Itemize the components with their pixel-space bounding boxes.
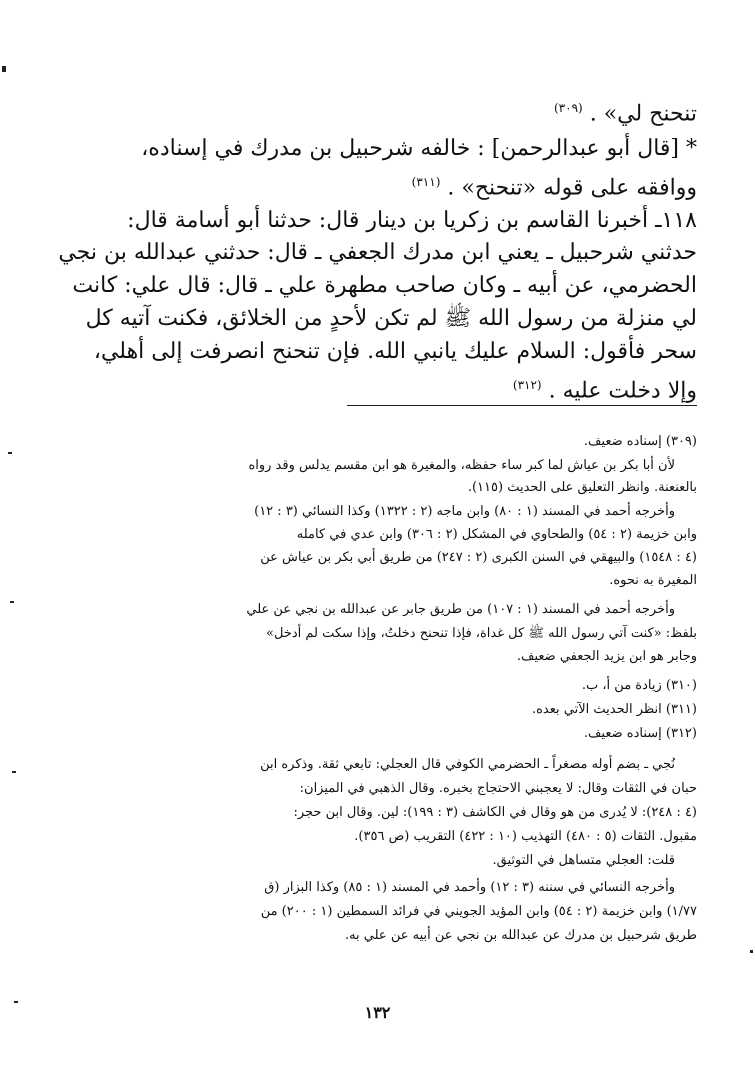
footnote-line: (٤ : ١٥٤٨) والبيهقي في السنن الكبرى (٢ : ٢٤٧) من طريق أبي بكر بن عياش عن — [260, 550, 697, 565]
footnote-line: وأخرجه النسائي في سننه (٣ : ١٢) وأحمد في المسند (١ : ٨٥) وكذا البزار (ق — [264, 880, 675, 895]
main-line-1 — [57, 92, 697, 130]
footnote-line: (٣١٠) زيادة من أ، ب. — [581, 678, 697, 693]
footnote-line: (٤ : ٢٤٨): لا يُدرى من هو وقال في الكاشف (٣ : ١٩٩): لين. وقال ابن حجر: — [293, 805, 697, 820]
main-text: حدثني شرحبيل ـ يعني ابن مدرك الجعفي ـ قال: حدثني عبدالله بن نجي — [58, 240, 697, 265]
footnote-line: بلفظ: «كنت آتي رسول الله ﷺ كل غداة، فإذا تنحنح دخلتُ، وإذا سكت لم أدخل» — [265, 626, 697, 641]
main-text: وإلا دخلت عليه . — [548, 378, 697, 404]
main-line-7 — [57, 303, 697, 335]
main-text: تنحنح لي» . — [589, 101, 697, 127]
scan-mark — [14, 1001, 18, 1003]
footnote-line: (٣١١) انظر الحديث الآتي بعده. — [531, 702, 697, 717]
footnote-line: نُجي ـ بضم أوله مصغراً ـ الحضرمي الكوفي قال العجلي: تابعي ثقة. وذكره ابن — [260, 757, 675, 772]
scan-mark — [8, 452, 12, 454]
main-text: ووافقه على قوله «تنحنح» . — [447, 175, 697, 201]
footnote-line: وجابر هو ابن يزيد الجعفي ضعيف. — [516, 649, 697, 664]
main-line-9 — [57, 369, 697, 407]
main-text: الحضرمي، عن أبيه ـ وكان صاحب مطهرة علي ـ قال: قال علي: كانت — [72, 273, 697, 298]
scan-mark — [12, 771, 16, 773]
footnote-line: لأن أبا بكر بن عياش لما كبر ساء حفظه، والمغيرة هو ابن مقسم يدلس وقد رواه — [248, 458, 675, 473]
footnote-line: وابن خزيمة (٢ : ٥٤) والطحاوي في المشكل (٢ : ٣٠٦) وابن عدي في كامله — [296, 527, 697, 542]
main-line-3 — [57, 166, 697, 204]
main-text: لي منزلة من رسول الله ﷺ لم تكن لأحدٍ من الخلائق، فكنت آتيه كل — [85, 306, 697, 331]
main-text: * [قال أبو عبدالرحمن] : خالفه شرحبيل بن مدرك في إسناده، — [141, 136, 697, 161]
scan-mark — [2, 66, 6, 72]
main-line-8 — [57, 336, 697, 368]
main-text: ١١٨ـ أخبرنا القاسم بن زكريا بن دينار قال: حدثنا أبو أسامة قال: — [127, 208, 697, 233]
note-ref: (٣١١) — [411, 175, 441, 189]
footnote-line: المغيرة به نحوه. — [609, 573, 697, 588]
footnote-line: مقبول. الثقات (٥ : ٤٨٠) التهذيب (١٠ : ٤٢٢) التقريب (ص ٣٥٦). — [354, 829, 697, 844]
main-text: سحر فأقول: السلام عليك يانبي الله. فإن تنحنح انصرفت إلى أهلي، — [93, 339, 697, 364]
footnote-line: قلت: العجلي متساهل في التوثيق. — [492, 853, 675, 868]
main-line-4 — [57, 205, 697, 237]
footnote-line: وأخرجه أحمد في المسند (١ : ١٠٧) من طريق جابر عن عبدالله بن نجي عن علي — [246, 602, 675, 617]
scan-mark — [10, 601, 14, 603]
main-line-2 — [57, 133, 697, 165]
note-ref: (٣٠٩) — [553, 101, 583, 115]
page-number: ١٣٢ — [364, 1003, 391, 1022]
footnote-line: ١/٧٧) وابن خزيمة (٢ : ٥٤) وابن المؤيد الجويني في فرائد السمطين (١ : ٢٠٠) من — [260, 904, 697, 919]
main-line-5 — [57, 237, 697, 269]
main-line-6 — [57, 270, 697, 302]
footnote-line: (٣١٢) إسناده ضعيف. — [583, 726, 697, 741]
footnote-line: وأخرجه أحمد في المسند (١ : ٨٠) وابن ماجه (٢ : ١٣٢٢) وكذا النسائي (٣ : ١٢) — [254, 504, 675, 519]
note-ref: (٣١٢) — [512, 378, 542, 392]
footnote-line: بالعنعنة. وانظر التعليق على الحديث (١١٥). — [467, 480, 697, 495]
footnote-line: طريق شرحبيل بن مدرك عن عبدالله بن نجي عن أبيه عن علي به. — [344, 928, 697, 943]
scan-mark — [750, 950, 753, 953]
footnote-line: (٣٠٩) إسناده ضعيف. — [583, 434, 697, 449]
footnote-divider — [347, 405, 697, 406]
footnote-line: حبان في الثقات وقال: لا يعجبني الاحتجاج بخبره. وقال الذهبي في الميزان: — [299, 781, 697, 796]
